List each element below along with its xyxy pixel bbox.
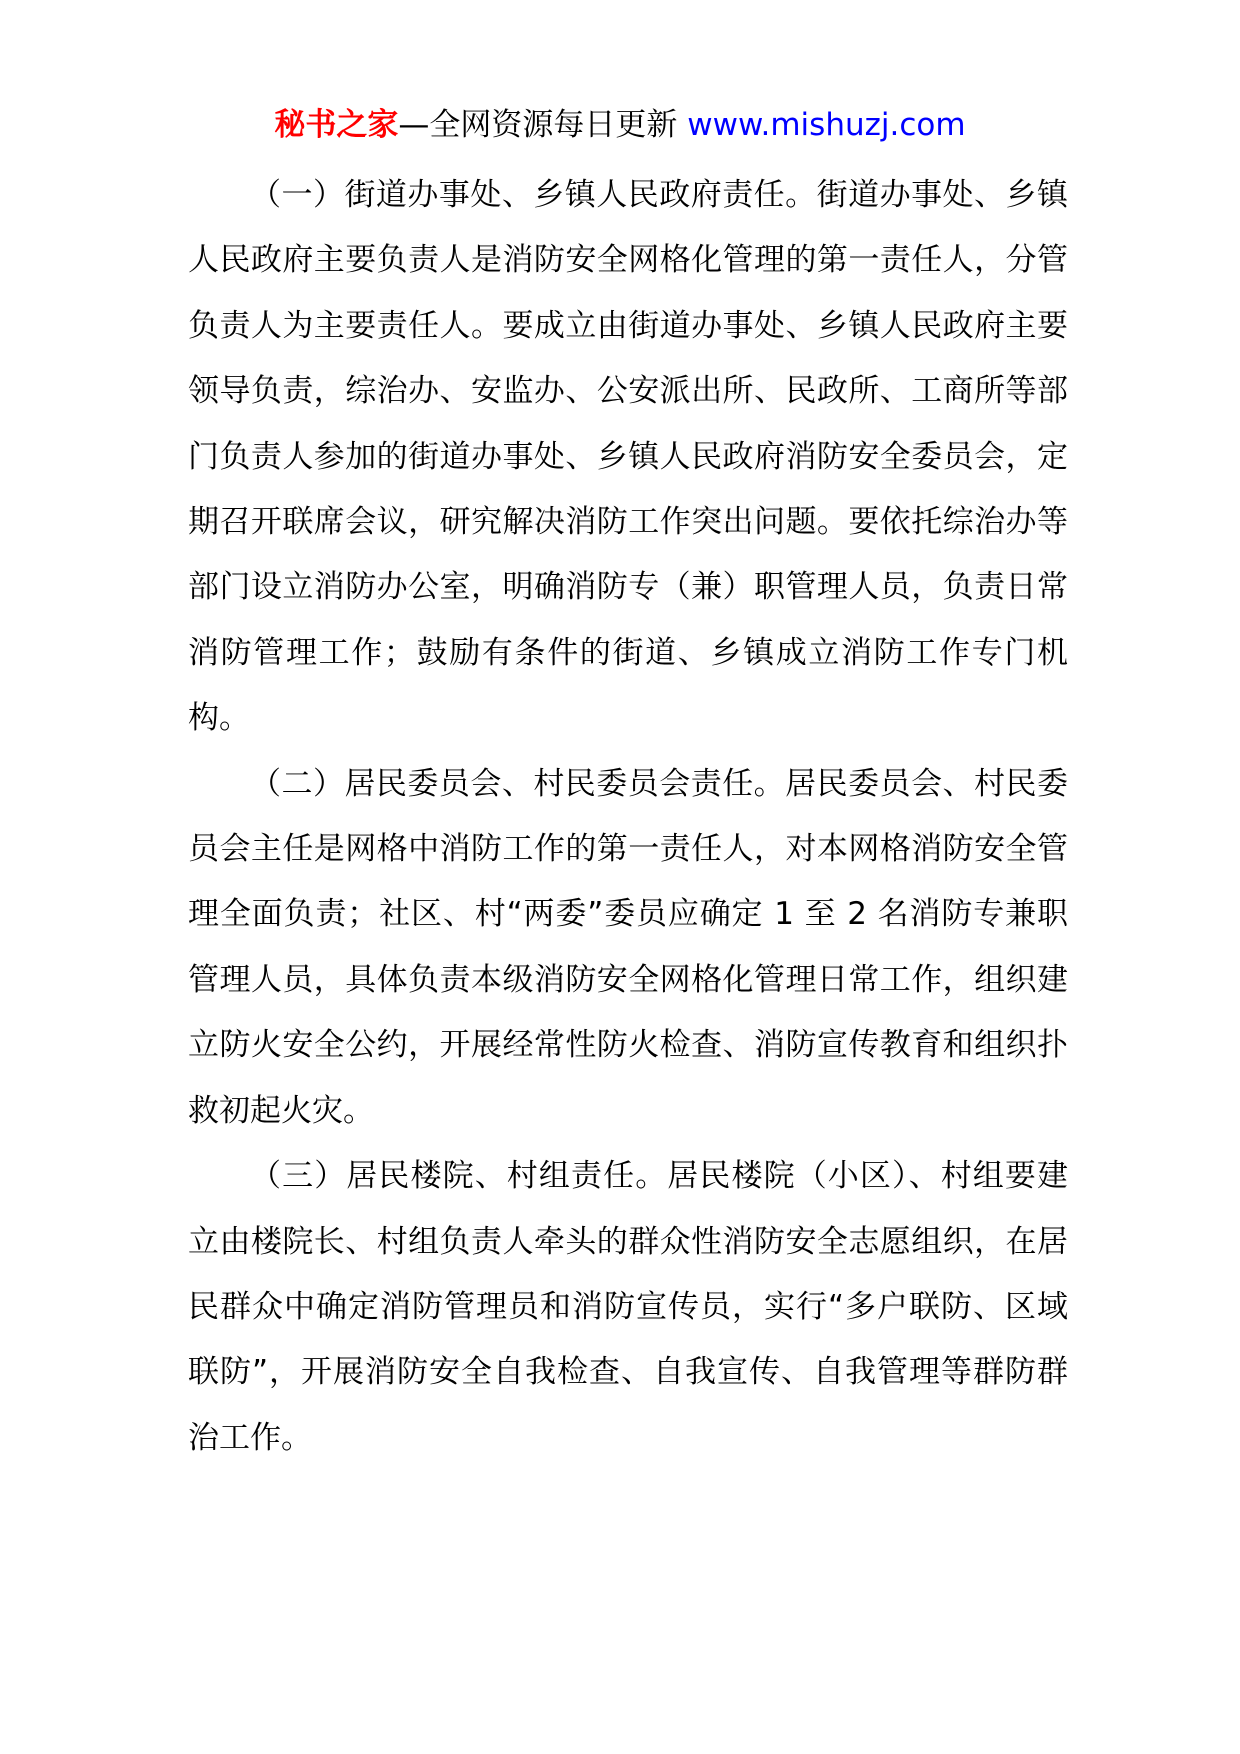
site-tagline: —全网资源每日更新 bbox=[398, 107, 688, 143]
document-body bbox=[188, 163, 1068, 1471]
paragraph-resident-village-committee-responsibility: （二）居民委员会、村民委员会责任。居民委员会、村民委员会主任是网格中消防工作的第一责任人，对本网格消防安全管理全面负责；社区、村“两委”委员应确定 1 至 2 名消防专兼职管理人员，具体负责本级消防安全网格化管理日常工作，组织建立防火安全公约，开展经常性防火检查、消防宣传教育和组织扑救初起火灾。 bbox=[188, 765, 1068, 1129]
paragraph-residential-compound-village-group-responsibility: （三）居民楼院、村组责任。居民楼院（小区）、村组要建立由楼院长、村组负责人牵头的群众性消防安全志愿组织，在居民群众中确定消防管理员和消防宣传员，实行“多户联防、区域联防”，开展消防安全自我检查、自我宣传、自我管理等群防群治工作。 bbox=[188, 1158, 1068, 1456]
site-header bbox=[0, 100, 1240, 150]
paragraph-street-township-responsibility: （一）街道办事处、乡镇人民政府责任。街道办事处、乡镇人民政府主要负责人是消防安全网格化管理的第一责任人，分管负责人为主要责任人。要成立由街道办事处、乡镇人民政府主要领导负责，综治办、安监办、公安派出所、民政所、工商所等部门负责人参加的街道办事处、乡镇人民政府消防安全委员会，定期召开联席会议，研究解决消防工作突出问题。要依托综治办等部门设立消防办公室，明确消防专（兼）职管理人员，负责日常消防管理工作；鼓励有条件的街道、乡镇成立消防工作专门机构。 bbox=[188, 177, 1068, 737]
site-brand: 秘书之家 bbox=[274, 107, 399, 143]
site-url-link[interactable]: www.mishuzj.com bbox=[687, 107, 966, 143]
